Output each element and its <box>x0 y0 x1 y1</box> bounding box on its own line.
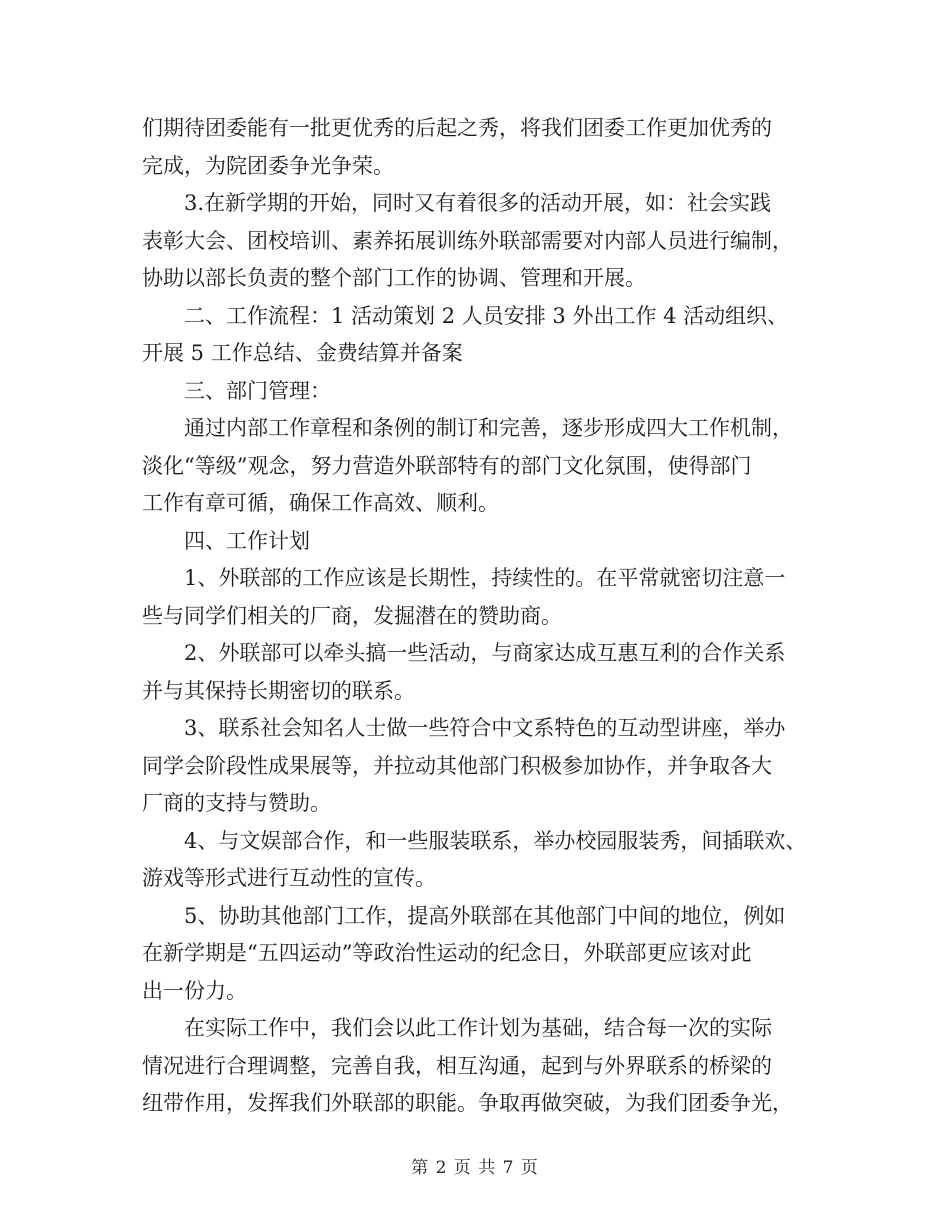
text-line: 完成，为院团委争光争荣。 <box>142 153 394 178</box>
text-line: 并与其保持长期密切的联系。 <box>142 678 415 703</box>
text-line: 4、与文娱部合作，和一些服装联系，举办校园服装秀，间插联欢、 <box>184 828 807 853</box>
text-line: 们期待团委能有一批更优秀的后起之秀，将我们团委工作更加优秀的 <box>142 116 772 140</box>
text-line: 在实际工作中，我们会以此工作计划为基础，结合每一次的实际 <box>184 1016 772 1040</box>
text-line: 表彰大会、团校培训、素养拓展训练外联部需要对内部人员进行编制， <box>142 228 793 253</box>
document-body <box>142 110 832 1123</box>
text-line: 游戏等形式进行互动性的宣传。 <box>142 866 436 890</box>
text-line: 厂商的支持与赞助。 <box>142 791 331 815</box>
text-line: 5、协助其他部门工作，提高外联部在其他部门中间的地位，例如 <box>184 903 786 928</box>
text-line: 些与同学们相关的厂商，发掘潜在的赞助商。 <box>142 603 562 628</box>
text-line: 情况进行合理调整，完善自我，相互沟通，起到与外界联系的桥梁的 <box>142 1053 772 1078</box>
text-line: 淡化“等级”观念，努力营造外联部特有的部门文化氛围，使得部门 <box>142 453 752 478</box>
text-line: 工作有章可循，确保工作高效、顺利。 <box>142 491 499 515</box>
text-line: 在新学期是“五四运动”等政治性运动的纪念日，外联部更应该对此 <box>142 941 752 965</box>
text-line: 1、外联部的工作应该是长期性，持续性的。在平常就密切注意一 <box>184 566 786 590</box>
text-line: 2、外联部可以牵头搞一些活动，与商家达成互惠互利的合作关系 <box>184 641 786 665</box>
text-line: 同学会阶段性成果展等，并拉动其他部门积极参加协作，并争取各大 <box>142 753 772 778</box>
text-line: 3.在新学期的开始，同时又有着很多的活动开展，如：社会实践 <box>184 191 772 215</box>
section-heading: 三、部门管理： <box>184 378 331 403</box>
text-line: 协助以部长负责的整个部门工作的协调、管理和开展。 <box>142 266 646 290</box>
text-line: 纽带作用，发挥我们外联部的职能。争取再做突破，为我们团委争光， <box>142 1091 793 1115</box>
text-line: 开展 5 工作总结、金费结算并备案 <box>142 341 463 365</box>
page-number-footer: 第 2 页 共 7 页 <box>411 1158 539 1178</box>
text-line: 二、工作流程：1 活动策划 2 人员安排 3 外出工作 4 活动组织、 <box>184 303 789 328</box>
text-line: 3、联系社会知名人士做一些符合中文系特色的互动型讲座，举办 <box>184 716 786 740</box>
section-heading: 四、工作计划 <box>184 528 310 553</box>
text-line: 通过内部工作章程和条例的制订和完善，逐步形成四大工作机制， <box>184 416 793 440</box>
text-line: 出一份力。 <box>142 978 247 1003</box>
